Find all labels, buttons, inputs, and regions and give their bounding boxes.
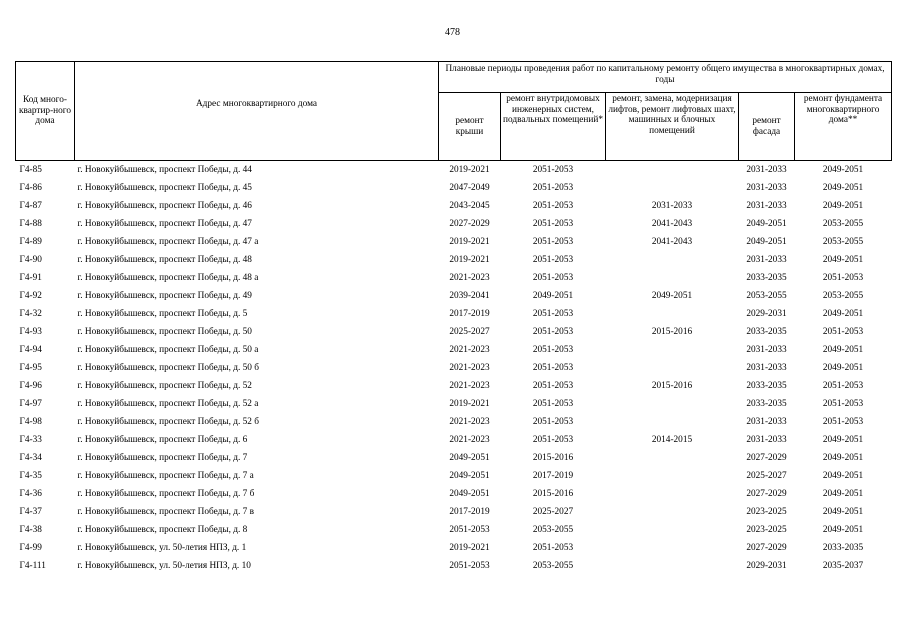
- header-planned-periods: Плановые периоды проведения работ по капитальному ремонту общего имущества в многоквартирных домах, годы: [439, 62, 892, 93]
- cell-address: г. Новокуйбышевск, проспект Победы, д. 8: [77, 524, 248, 535]
- cell-roof-period: 2051-2053: [449, 524, 490, 535]
- cell-roof-period: 2019-2021: [449, 254, 490, 265]
- cell-facade-period: 2027-2029: [746, 542, 787, 553]
- cell-lifts-period: 2014-2015: [651, 434, 693, 445]
- cell-facade-period: 2031-2033: [746, 200, 787, 211]
- cell-roof-period: 2025-2027: [449, 326, 490, 337]
- cell-utilities-period: 2051-2053: [532, 182, 574, 193]
- cell-utilities-period: 2051-2053: [532, 362, 574, 373]
- cell-foundation-period: 2049-2051: [822, 506, 864, 517]
- cell-foundation-period: 2049-2051: [822, 452, 864, 463]
- cell-address: г. Новокуйбышевск, проспект Победы, д. 47: [77, 218, 252, 229]
- cell-roof-period: 2017-2019: [449, 506, 490, 517]
- cell-facade-period: 2053-2055: [746, 290, 787, 301]
- cell-roof-period: 2049-2051: [449, 452, 490, 463]
- cell-house-code: Г4-92: [19, 290, 42, 301]
- table-row: [16, 179, 892, 197]
- cell-facade-period: 2033-2035: [746, 398, 787, 409]
- cell-lifts-period: [606, 413, 739, 431]
- cell-utilities-period: 2051-2053: [532, 542, 574, 553]
- cell-foundation-period: 2051-2053: [822, 326, 864, 337]
- table-row: [16, 269, 892, 287]
- cell-utilities-period: 2025-2027: [532, 506, 574, 517]
- cell-facade-period: 2023-2025: [746, 524, 787, 535]
- cell-facade-period: 2033-2035: [746, 326, 787, 337]
- table-body: [16, 161, 892, 576]
- cell-address: г. Новокуйбышевск, проспект Победы, д. 45: [77, 182, 252, 193]
- cell-roof-period: 2019-2021: [449, 542, 490, 553]
- cell-lifts-period: [606, 539, 739, 557]
- cell-house-code: Г4-38: [19, 524, 42, 535]
- cell-address: г. Новокуйбышевск, проспект Победы, д. 50 а: [77, 344, 259, 355]
- cell-utilities-period: 2051-2053: [532, 344, 574, 355]
- cell-address: г. Новокуйбышевск, проспект Победы, д. 50 б: [77, 362, 259, 373]
- cell-lifts-period: [606, 521, 739, 539]
- table-row: [16, 521, 892, 539]
- repair-schedule-table: [15, 61, 892, 575]
- cell-lifts-period: [606, 179, 739, 197]
- cell-foundation-period: 2035-2037: [822, 560, 864, 571]
- table-row: [16, 359, 892, 377]
- cell-address: г. Новокуйбышевск, проспект Победы, д. 7 а: [77, 470, 254, 481]
- cell-lifts-period: [606, 467, 739, 485]
- table-row: [16, 431, 892, 449]
- cell-foundation-period: 2049-2051: [822, 470, 864, 481]
- cell-address: г. Новокуйбышевск, проспект Победы, д. 48 а: [77, 272, 259, 283]
- table-row: [16, 233, 892, 251]
- cell-lifts-period: [606, 557, 739, 575]
- cell-roof-period: 2049-2051: [449, 470, 490, 481]
- cell-utilities-period: 2015-2016: [532, 488, 574, 499]
- cell-facade-period: 2031-2033: [746, 164, 787, 175]
- cell-house-code: Г4-93: [19, 326, 42, 337]
- cell-address: г. Новокуйбышевск, ул. 50-летия НПЗ, д. 1: [77, 542, 247, 553]
- cell-facade-period: 2049-2051: [746, 218, 787, 229]
- cell-facade-period: 2027-2029: [746, 488, 787, 499]
- table-row: [16, 197, 892, 215]
- cell-lifts-period: 2041-2043: [651, 218, 693, 229]
- cell-lifts-period: 2015-2016: [651, 380, 693, 391]
- table-row: [16, 539, 892, 557]
- cell-foundation-period: 2049-2051: [822, 254, 864, 265]
- cell-address: г. Новокуйбышевск, проспект Победы, д. 5: [77, 308, 248, 319]
- cell-utilities-period: 2015-2016: [532, 452, 574, 463]
- cell-foundation-period: 2033-2035: [822, 542, 864, 553]
- cell-address: г. Новокуйбышевск, проспект Победы, д. 49: [77, 290, 252, 301]
- cell-lifts-period: [606, 251, 739, 269]
- cell-address: г. Новокуйбышевск, проспект Победы, д. 7 в: [77, 506, 254, 517]
- cell-facade-period: 2031-2033: [746, 416, 787, 427]
- cell-foundation-period: 2049-2051: [822, 182, 864, 193]
- cell-roof-period: 2021-2023: [449, 416, 490, 427]
- header-house-code: Код много-квартир-ного дома: [16, 62, 75, 161]
- cell-house-code: Г4-87: [19, 200, 42, 211]
- cell-foundation-period: 2051-2053: [822, 380, 864, 391]
- cell-address: г. Новокуйбышевск, проспект Победы, д. 7: [77, 452, 248, 463]
- page-number: 478: [445, 27, 460, 38]
- cell-utilities-period: 2053-2055: [532, 560, 574, 571]
- cell-house-code: Г4-96: [19, 380, 42, 391]
- cell-lifts-period: [606, 341, 739, 359]
- cell-roof-period: 2039-2041: [449, 290, 490, 301]
- cell-house-code: Г4-86: [19, 182, 42, 193]
- cell-roof-period: 2027-2029: [449, 218, 490, 229]
- table-row: [16, 161, 892, 180]
- cell-lifts-period: 2049-2051: [651, 290, 693, 301]
- cell-address: г. Новокуйбышевск, проспект Победы, д. 7 б: [77, 488, 255, 499]
- cell-house-code: Г4-35: [19, 470, 42, 481]
- table-row: [16, 287, 892, 305]
- cell-roof-period: 2019-2021: [449, 398, 490, 409]
- cell-utilities-period: 2051-2053: [532, 218, 574, 229]
- cell-utilities-period: 2051-2053: [532, 434, 574, 445]
- cell-foundation-period: 2049-2051: [822, 200, 864, 211]
- cell-house-code: Г4-32: [19, 308, 42, 319]
- cell-foundation-period: 2053-2055: [822, 236, 864, 247]
- cell-roof-period: 2043-2045: [449, 200, 490, 211]
- cell-facade-period: 2031-2033: [746, 344, 787, 355]
- cell-roof-period: 2021-2023: [449, 434, 490, 445]
- cell-address: г. Новокуйбышевск, проспект Победы, д. 52: [77, 380, 252, 391]
- cell-foundation-period: 2049-2051: [822, 524, 864, 535]
- cell-facade-period: 2049-2051: [746, 236, 787, 247]
- cell-facade-period: 2031-2033: [746, 182, 787, 193]
- cell-address: г. Новокуйбышевск, проспект Победы, д. 48: [77, 254, 252, 265]
- header-foundation-repair: ремонт фундамента многоквартирного дома**: [795, 93, 892, 161]
- cell-roof-period: 2019-2021: [449, 164, 490, 175]
- cell-lifts-period: [606, 395, 739, 413]
- header-facade-repair: ремонт фасада: [739, 93, 795, 161]
- cell-utilities-period: 2051-2053: [532, 308, 574, 319]
- cell-lifts-period: 2041-2043: [651, 236, 693, 247]
- cell-house-code: Г4-95: [19, 362, 42, 373]
- cell-roof-period: 2021-2023: [449, 344, 490, 355]
- cell-house-code: Г4-36: [19, 488, 42, 499]
- cell-roof-period: 2047-2049: [449, 182, 490, 193]
- table-row: [16, 467, 892, 485]
- cell-foundation-period: 2051-2053: [822, 416, 864, 427]
- cell-house-code: Г4-98: [19, 416, 42, 427]
- cell-utilities-period: 2051-2053: [532, 164, 574, 175]
- cell-utilities-period: 2051-2053: [532, 200, 574, 211]
- cell-foundation-period: 2053-2055: [822, 218, 864, 229]
- cell-foundation-period: 2049-2051: [822, 164, 864, 175]
- cell-roof-period: 2021-2023: [449, 272, 490, 283]
- cell-facade-period: 2031-2033: [746, 434, 787, 445]
- cell-foundation-period: 2051-2053: [822, 272, 864, 283]
- cell-lifts-period: [606, 485, 739, 503]
- cell-address: г. Новокуйбышевск, проспект Победы, д. 6: [77, 434, 248, 445]
- cell-roof-period: 2019-2021: [449, 236, 490, 247]
- cell-roof-period: 2051-2053: [449, 560, 490, 571]
- table-row: [16, 449, 892, 467]
- cell-address: г. Новокуйбышевск, проспект Победы, д. 52 а: [77, 398, 259, 409]
- cell-lifts-period: 2031-2033: [651, 200, 693, 211]
- cell-address: г. Новокуйбышевск, ул. 50-летия НПЗ, д. 10: [77, 560, 251, 571]
- cell-foundation-period: 2051-2053: [822, 398, 864, 409]
- header-roof-repair: ремонт крыши: [439, 93, 501, 161]
- cell-facade-period: 2031-2033: [746, 254, 787, 265]
- cell-foundation-period: 2049-2051: [822, 308, 864, 319]
- cell-house-code: Г4-94: [19, 344, 42, 355]
- table-row: [16, 395, 892, 413]
- cell-roof-period: 2021-2023: [449, 362, 490, 373]
- cell-facade-period: 2023-2025: [746, 506, 787, 517]
- cell-address: г. Новокуйбышевск, проспект Победы, д. 52 б: [77, 416, 259, 427]
- cell-address: г. Новокуйбышевск, проспект Победы, д. 46: [77, 200, 252, 211]
- table-row: [16, 413, 892, 431]
- cell-utilities-period: 2051-2053: [532, 272, 574, 283]
- table-row: [16, 341, 892, 359]
- table-row: [16, 323, 892, 341]
- cell-foundation-period: 2049-2051: [822, 344, 864, 355]
- cell-facade-period: 2029-2031: [746, 560, 787, 571]
- cell-facade-period: 2033-2035: [746, 272, 787, 283]
- cell-house-code: Г4-90: [19, 254, 42, 265]
- cell-lifts-period: [606, 161, 739, 180]
- cell-house-code: Г4-91: [19, 272, 42, 283]
- cell-house-code: Г4-99: [19, 542, 42, 553]
- cell-house-code: Г4-85: [19, 164, 42, 175]
- cell-foundation-period: 2053-2055: [822, 290, 864, 301]
- header-lifts-repair: ремонт, замена, модернизация лифтов, ремонт лифтовых шахт, машинных и блочных помещений: [606, 93, 739, 161]
- cell-utilities-period: 2051-2053: [532, 416, 574, 427]
- cell-house-code: Г4-111: [19, 560, 46, 571]
- table-header: [16, 62, 892, 161]
- cell-utilities-period: 2051-2053: [532, 236, 574, 247]
- table-row: [16, 377, 892, 395]
- cell-lifts-period: 2015-2016: [651, 326, 693, 337]
- cell-roof-period: 2017-2019: [449, 308, 490, 319]
- header-address: Адрес многоквартирного дома: [75, 62, 439, 161]
- cell-facade-period: 2031-2033: [746, 362, 787, 373]
- cell-house-code: Г4-37: [19, 506, 42, 517]
- cell-utilities-period: 2017-2019: [532, 470, 574, 481]
- table-row: [16, 503, 892, 521]
- cell-foundation-period: 2049-2051: [822, 488, 864, 499]
- cell-facade-period: 2029-2031: [746, 308, 787, 319]
- cell-facade-period: 2033-2035: [746, 380, 787, 391]
- table-row: [16, 251, 892, 269]
- cell-house-code: Г4-33: [19, 434, 42, 445]
- cell-facade-period: 2027-2029: [746, 452, 787, 463]
- cell-lifts-period: [606, 269, 739, 287]
- cell-foundation-period: 2049-2051: [822, 434, 864, 445]
- cell-roof-period: 2021-2023: [449, 380, 490, 391]
- cell-lifts-period: [606, 305, 739, 323]
- cell-address: г. Новокуйбышевск, проспект Победы, д. 50: [77, 326, 252, 337]
- cell-utilities-period: 2053-2055: [532, 524, 574, 535]
- cell-utilities-period: 2049-2051: [532, 290, 574, 301]
- table-row: [16, 305, 892, 323]
- cell-house-code: Г4-34: [19, 452, 42, 463]
- cell-house-code: Г4-88: [19, 218, 42, 229]
- cell-utilities-period: 2051-2053: [532, 398, 574, 409]
- table-row: [16, 557, 892, 575]
- table-row: [16, 485, 892, 503]
- cell-utilities-period: 2051-2053: [532, 326, 574, 337]
- header-utilities-repair: ремонт внутридомовых инженерных систем, подвальных помещений*: [501, 93, 606, 161]
- table-row: [16, 215, 892, 233]
- cell-utilities-period: 2051-2053: [532, 254, 574, 265]
- cell-roof-period: 2049-2051: [449, 488, 490, 499]
- cell-lifts-period: [606, 503, 739, 521]
- cell-house-code: Г4-89: [19, 236, 42, 247]
- cell-address: г. Новокуйбышевск, проспект Победы, д. 44: [77, 164, 252, 175]
- cell-house-code: Г4-97: [19, 398, 42, 409]
- cell-facade-period: 2025-2027: [746, 470, 787, 481]
- cell-lifts-period: [606, 359, 739, 377]
- cell-lifts-period: [606, 449, 739, 467]
- cell-foundation-period: 2049-2051: [822, 362, 864, 373]
- cell-address: г. Новокуйбышевск, проспект Победы, д. 47 а: [77, 236, 259, 247]
- cell-utilities-period: 2051-2053: [532, 380, 574, 391]
